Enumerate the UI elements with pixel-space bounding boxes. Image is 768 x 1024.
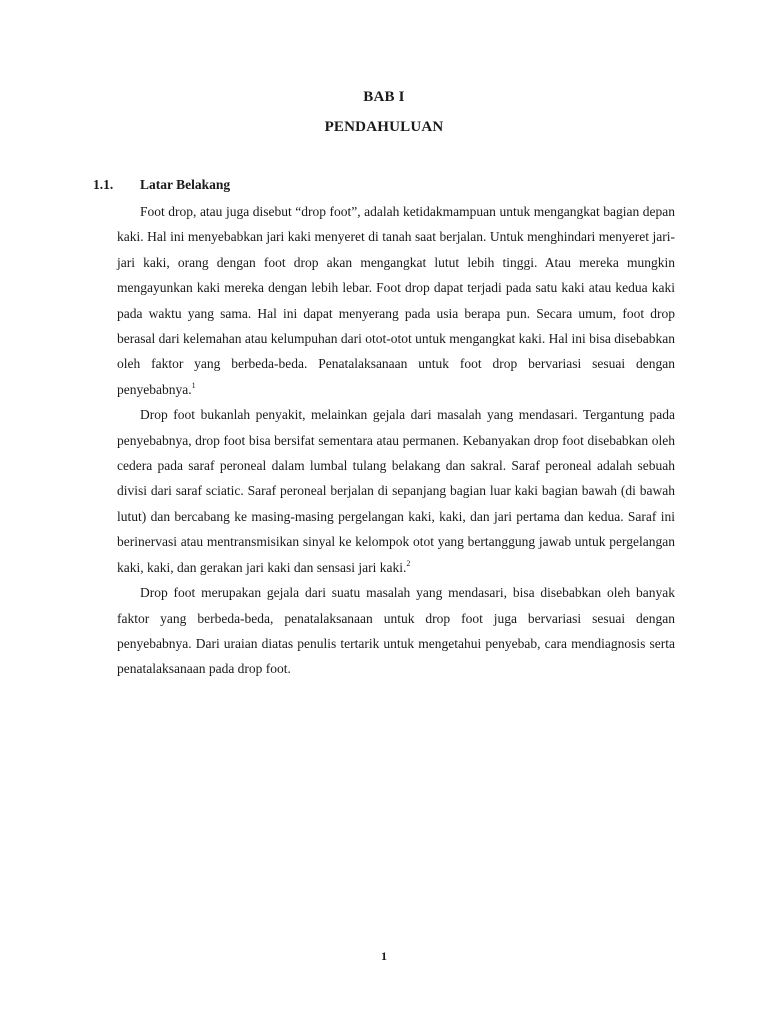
page-number: 1 bbox=[381, 949, 387, 963]
section-title: Latar Belakang bbox=[140, 177, 231, 192]
paragraph-text: Drop foot merupakan gejala dari suatu masalah yang mendasari, bisa disebabkan oleh banyak faktor yang berbeda-beda, penatalaksanaan untuk drop foot juga bervariasi sesuai dengan penyebabnya. Dari uraian diatas penulis tertarik untuk mengetahui penyebab, cara mendiagnosis serta penatalaksanaan pada drop foot. bbox=[117, 585, 675, 677]
chapter-title: PENDAHULUAN bbox=[324, 119, 444, 135]
paragraph-text: Foot drop, atau juga disebut “drop foot”, adalah ketidakmampuan untuk mengangkat bagian depan kaki. Hal ini menyebabkan jari kaki menyeret di tanah saat berjalan. Untuk menghindari menyeret jari-jari kaki, orang dengan foot drop akan mengangkat lutut lebih tinggi. Atau mereka mungkin mengayunkan kaki mereka dengan lebih lebar. Foot drop dapat terjadi pada satu kaki atau kedua kaki pada waktu yang sama. Hal ini dapat menyerang pada usia berapa pun. Secara umum, foot drop berasal dari kelemahan atau kelumpuhan dari otot-otot untuk mengangkat kaki. Hal ini bisa disebabkan oleh faktor yang berbeda-beda. Penatalaksanaan untuk foot drop bervariasi sesuai dengan penyebabnya. bbox=[117, 204, 675, 397]
paragraph-1 bbox=[117, 199, 675, 402]
footnote-ref: 2 bbox=[406, 558, 411, 568]
footnote-ref: 1 bbox=[191, 380, 196, 390]
paragraph-2 bbox=[117, 402, 675, 580]
chapter-number: BAB I bbox=[363, 89, 405, 105]
section-number: 1.1. bbox=[93, 177, 114, 192]
body-text bbox=[117, 199, 675, 682]
section-heading bbox=[93, 177, 230, 193]
paragraph-text: Drop foot bukanlah penyakit, melainkan gejala dari masalah yang mendasari. Tergantung pada penyebabnya, drop foot bisa bersifat sementara atau permanen. Kebanyakan drop foot disebabkan oleh cedera pada saraf peroneal dalam lumbal tulang belakang dan sakral. Saraf peroneal adalah sebuah divisi dari saraf sciatic. Saraf peroneal berjalan di sepanjang bagian luar kaki bagian bawah (di bawah lutut) dan bercabang ke masing-masing pergelangan kaki, kaki, dan jari pertama dan kedua. Saraf ini berinervasi atau mentransmisikan sinyal ke kelompok otot yang bertanggung jawab untuk pergelangan kaki, kaki, dan gerakan jari kaki dan sensasi jari kaki. bbox=[117, 407, 675, 575]
paragraph-3 bbox=[117, 580, 675, 682]
